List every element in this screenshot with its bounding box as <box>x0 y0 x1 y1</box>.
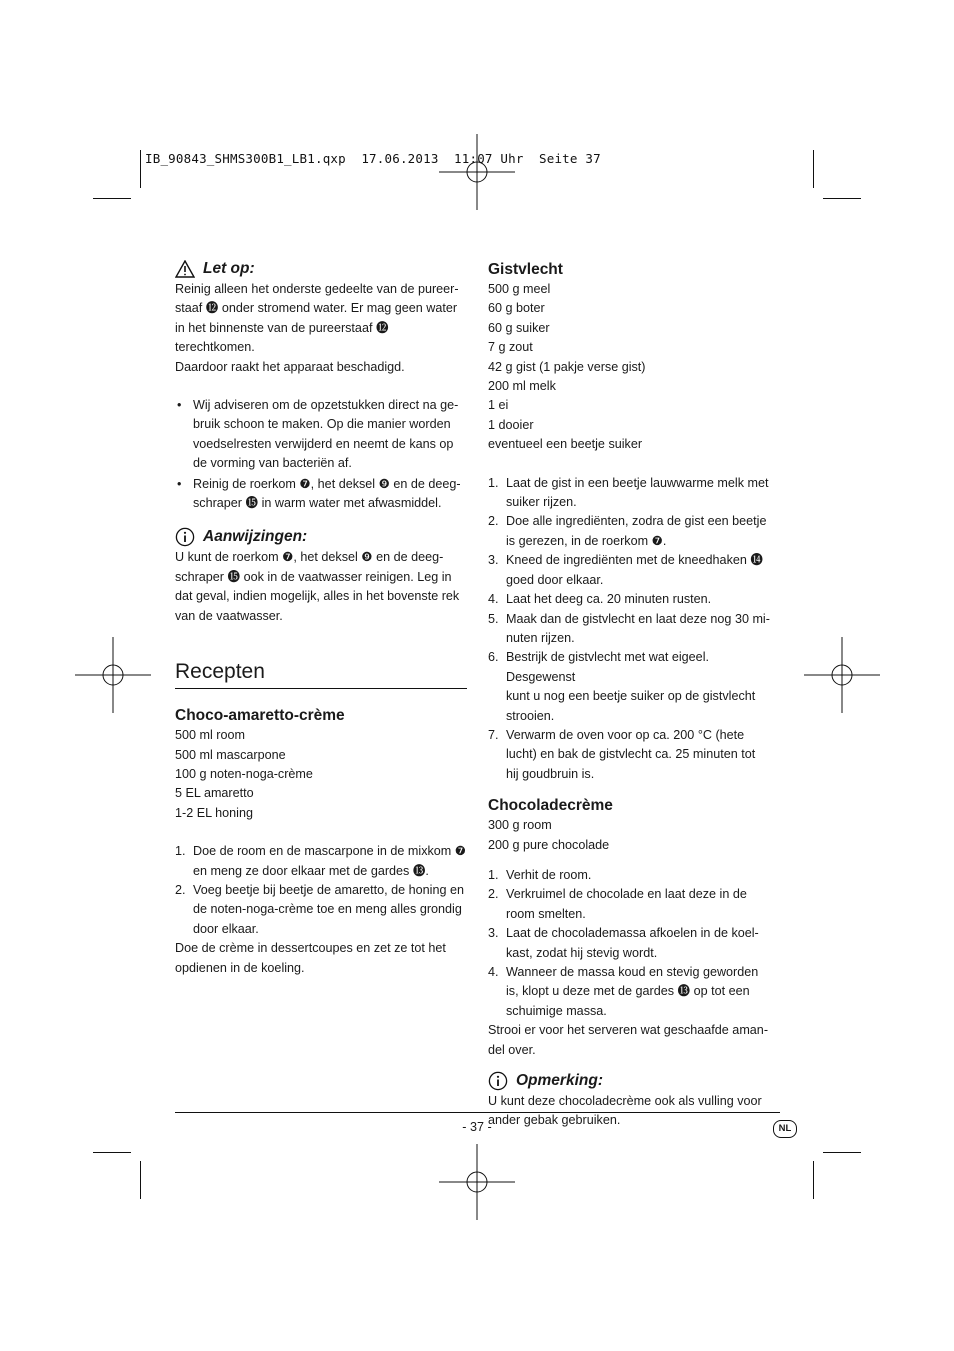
step-line: Maak dan de gistvlecht en laat deze nog 30 mi- <box>506 611 770 626</box>
text-line: Strooi er voor het serveren wat geschaafde aman- <box>488 1023 769 1038</box>
info-icon <box>175 527 195 547</box>
ingredient-item: 60 g suiker <box>488 320 550 335</box>
recipe-steps <box>488 866 780 1021</box>
registration-crosshair-icon <box>439 134 515 210</box>
step-item <box>488 551 780 590</box>
ingredient-item: 200 g pure chocolade <box>488 837 610 852</box>
ingredient-item: 500 ml mascarpone <box>175 747 286 762</box>
step-number: 5. <box>488 611 499 626</box>
footer-rule <box>175 1112 780 1113</box>
ingredient-item: 300 g room <box>488 818 552 833</box>
step-item <box>488 610 780 649</box>
ingredient-item: 1 ei <box>488 398 509 413</box>
step-line: suiker rijzen. <box>506 495 577 510</box>
step-line: Verwarm de oven voor op ca. 200 °C (hete <box>506 727 745 742</box>
step-number: 3. <box>488 553 499 568</box>
file-slug: IB_90843_SHMS300B1_LB1.qxp 17.06.2013 11:07 Uhr Seite 37 <box>145 151 601 166</box>
bullet-line: de vorming van bacteriën af. <box>193 456 352 471</box>
crop-mark <box>813 1161 814 1199</box>
right-column <box>488 258 780 1131</box>
step-number: 7. <box>488 727 499 742</box>
step-line: Laat de gist in een beetje lauwwarme melk met <box>506 475 769 490</box>
text-line: schraper ⓯ ook in de vaatwasser reinigen. Leg in <box>175 569 452 584</box>
step-line: Kneed de ingrediënten met de kneedhaken ⓮ <box>506 553 763 568</box>
step-line: Verkruimel de chocolade en laat deze in de <box>506 887 747 902</box>
step-line: Laat het deeg ca. 20 minuten rusten. <box>506 592 712 607</box>
bullet-line: bruik schoon te maken. Op die manier worden <box>193 417 451 432</box>
recipe-ingredients <box>488 280 780 455</box>
step-item <box>175 842 467 881</box>
step-line: kunt u nog een beetje suiker op de gistvlecht <box>506 689 756 704</box>
note-aanwijzingen-heading <box>175 526 467 548</box>
step-line: is gerezen, in de roerkom ❼. <box>506 533 667 548</box>
note-opmerking-heading <box>488 1070 780 1092</box>
recipe-steps <box>488 474 780 785</box>
step-item <box>488 726 780 784</box>
step-item <box>488 590 780 609</box>
step-number: 4. <box>488 965 499 979</box>
ingredient-item: 60 g boter <box>488 301 545 316</box>
step-item <box>488 866 780 885</box>
note-title: Let op: <box>203 260 255 277</box>
step-number: 1. <box>488 475 499 490</box>
note-aanwijzingen-text <box>175 548 467 626</box>
step-line: goed door elkaar. <box>506 572 604 587</box>
ingredient-item: 42 g gist (1 pakje verse gist) <box>488 359 646 374</box>
step-line: nuten rijzen. <box>506 630 575 645</box>
step-line: Wanneer de massa koud en stevig geworden <box>506 965 759 979</box>
crop-mark <box>823 198 861 199</box>
bullet-item <box>175 475 467 514</box>
recipe-steps <box>175 842 467 939</box>
note-let-op-heading <box>175 258 467 280</box>
recipe-ingredients <box>175 726 467 823</box>
step-line: schuimige massa. <box>506 1003 607 1018</box>
ingredient-item: 500 ml room <box>175 728 245 743</box>
note-title: Aanwijzingen: <box>203 528 308 546</box>
ingredient-item: eventueel een beetje suiker <box>488 437 643 452</box>
step-line: strooien. <box>506 708 555 723</box>
step-line: is, klopt u deze met de gardes ⓭ op tot een <box>506 984 750 999</box>
step-line: Laat de chocolademassa afkoelen in de koel- <box>506 926 759 941</box>
text-line: dat geval, indien mogelijk, alles in het bovenste rek <box>175 589 460 604</box>
step-number: 2. <box>488 514 499 529</box>
step-item <box>488 924 780 963</box>
step-line: Voeg beetje bij beetje de amaretto, de honing en <box>193 882 464 897</box>
text-line: U kunt de roerkom ❼, het deksel ❾ en de deeg- <box>175 550 444 565</box>
step-number: 1. <box>175 844 186 859</box>
registration-crosshair-icon <box>439 1144 515 1220</box>
step-item <box>175 881 467 939</box>
ingredient-item: 5 EL amaretto <box>175 786 254 801</box>
note-title: Opmerking: <box>516 1072 603 1090</box>
text-line: opdienen in de koeling. <box>175 960 305 975</box>
bullet-line: voedselresten verwijderd en neemt de kans op <box>193 436 454 451</box>
step-line: Bestrijk de gistvlecht met wat eigeel. Desgewenst <box>506 650 709 684</box>
step-line: Verhit de room. <box>506 867 592 882</box>
text-line: van de vaatwasser. <box>175 608 283 623</box>
step-line: door elkaar. <box>193 921 259 936</box>
text-line: Doe de crème in dessertcoupes en zet ze tot het <box>175 941 446 956</box>
recipe-title-chocoladecreme: Chocoladecrème <box>488 797 613 815</box>
step-line: de noten-noga-crème toe en meng alles grondig <box>193 902 462 917</box>
language-badge: NL <box>773 1120 797 1138</box>
step-line: kast, zodat hij stevig wordt. <box>506 945 658 960</box>
recipe-title-choco-amaretto: Choco-amaretto-crème <box>175 707 345 725</box>
note-let-op-text <box>175 280 467 377</box>
left-column <box>175 258 467 978</box>
step-line: en meng ze door elkaar met de gardes ⓭. <box>193 863 429 878</box>
step-number: 1. <box>488 867 499 882</box>
recipe-ingredients <box>488 816 780 855</box>
text-line: in het binnenste van de pureerstaaf ⓬ terechtkomen. <box>175 320 389 355</box>
info-icon <box>488 1071 508 1091</box>
crop-mark <box>93 198 131 199</box>
page-number: - 37 - <box>462 1120 492 1134</box>
bullet-line: schraper ⓯ in warm water met afwasmiddel. <box>193 496 442 511</box>
recipe-closing-text <box>488 1021 780 1060</box>
recipe-title-gistvlecht: Gistvlecht <box>488 261 563 278</box>
registration-crosshair-icon <box>75 637 151 713</box>
crop-mark <box>813 150 814 188</box>
registration-crosshair-icon <box>804 637 880 713</box>
step-item <box>488 885 780 924</box>
step-number: 2. <box>488 887 499 902</box>
bullet-line: • Wij adviseren om de opzetstukken direct na ge- <box>193 398 459 413</box>
section-title-recepten: Recepten <box>175 658 467 689</box>
crop-mark <box>140 150 141 188</box>
step-item <box>488 963 780 1021</box>
crop-mark <box>823 1152 861 1153</box>
ingredient-item: 500 g meel <box>488 282 551 296</box>
step-number: 2. <box>175 882 186 897</box>
step-number: 4. <box>488 592 499 607</box>
ingredient-item: 100 g noten-noga-crème <box>175 766 313 781</box>
step-number: 3. <box>488 926 499 941</box>
step-line: Doe alle ingrediënten, zodra de gist een beetje <box>506 514 767 529</box>
text-line: Reinig alleen het onderste gedeelte van de pureer- <box>175 282 459 296</box>
step-line: hij goudbruin is. <box>506 766 595 781</box>
step-number: 6. <box>488 650 499 665</box>
ingredient-item: 200 ml melk <box>488 379 556 394</box>
crop-mark <box>140 1161 141 1199</box>
cleaning-bullet-list <box>175 396 467 513</box>
step-line: lucht) en bak de gistvlecht ca. 25 minuten tot <box>506 747 756 762</box>
warning-icon <box>175 260 195 278</box>
text-line: U kunt deze chocoladecrème ook als vulling voor <box>488 1094 762 1109</box>
recipe-closing-text <box>175 939 467 978</box>
text-line: del over. <box>488 1042 536 1057</box>
ingredient-item: 1-2 EL honing <box>175 805 253 820</box>
bullet-item <box>175 396 467 474</box>
text-line: staaf ⓬ onder stromend water. Er mag geen water <box>175 301 458 316</box>
crop-mark <box>93 1152 131 1153</box>
ingredient-item: 7 g zout <box>488 340 533 355</box>
step-item <box>488 648 780 726</box>
step-line: room smelten. <box>506 906 586 921</box>
text-line: Daardoor raakt het apparaat beschadigd. <box>175 359 405 374</box>
bullet-line: • Reinig de roerkom ❼, het deksel ❾ en de deeg- <box>193 476 461 491</box>
ingredient-item: 1 dooier <box>488 417 534 432</box>
step-item <box>488 474 780 513</box>
step-line: Doe de room en de mascarpone in de mixkom ❼ <box>193 844 467 859</box>
step-item <box>488 512 780 551</box>
text-line: ander gebak gebruiken. <box>488 1113 621 1128</box>
